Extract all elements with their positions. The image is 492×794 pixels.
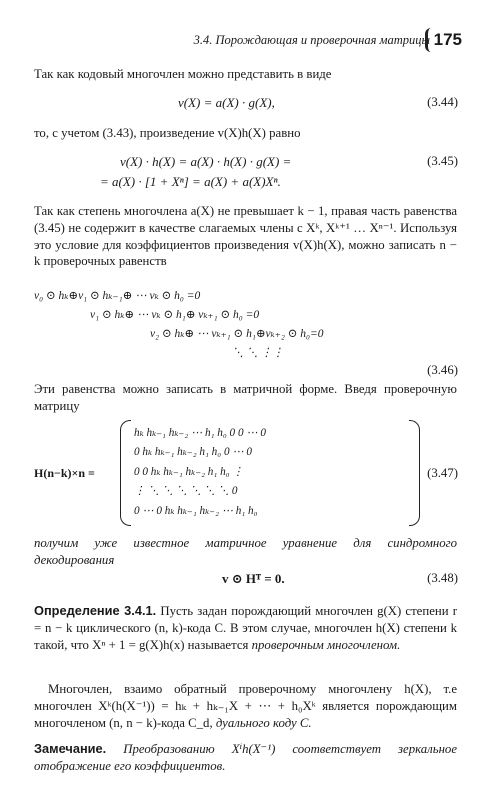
paragraph-2: то, с учетом (3.43), произведение v(X)h(X) равно <box>34 126 301 140</box>
matrix-row: 0 ⋯ 0 hₖ hₖ₋₁ hₖ₋₂ ⋯ h₁ h₀ <box>134 505 258 517</box>
equation-3-45-line2: = a(X) · [1 + Xⁿ] = a(X) + a(X)Xⁿ. <box>100 174 281 189</box>
paragraph-3: Так как степень многочлена a(X) не превышает k − 1, правая часть равенства (3.45) не содержит в качестве слагаемых члены с Xᵏ, Xᵏ⁺¹ … Xⁿ⁻¹. Используя это условие для коэффициентов произведения v(X)h(X), можно записать n − k проверочных равенств <box>34 204 457 269</box>
equation-number-3-47: (3.47) <box>427 466 458 480</box>
paragraph-1: Так как кодовый многочлен можно представить в виде <box>34 67 332 81</box>
equation-3-44: v(X) = a(X) · g(X), <box>178 95 275 110</box>
remark-label: Замечание. <box>34 741 107 756</box>
system-row: v₂ ⊙ hₖ⊕ ⋯ vₖ₊₁ ⊙ h₁⊕vₖ₊₂ ⊙ h₀=0 <box>150 328 324 340</box>
equation-number-3-44: (3.44) <box>427 95 458 109</box>
system-row: v₀ ⊙ hₖ⊕v₁ ⊙ hₖ₋₁⊕ ⋯ vₖ ⊙ h₀ =0 <box>34 290 201 302</box>
running-header <box>0 26 492 56</box>
right-bracket <box>409 420 420 526</box>
equation-number-3-45: (3.45) <box>427 154 458 168</box>
definition-text: Пусть задан порождающий многочлен g(X) степени r = n − k циклического (n, k)-кода C. В этом случае, многочлен h(X) степени k такой, что Xⁿ + 1 = g(X)h(x) называется <box>34 604 457 652</box>
paragraph-6-term: дуального коду C. <box>215 715 312 730</box>
equation-3-45-line1: v(X) · h(X) = a(X) · h(X) · g(X) = <box>120 154 292 169</box>
matrix-row: 0 0 hₖ hₖ₋₁ hₖ₋₂ h₁ h₀ ⋮ <box>134 466 244 478</box>
paragraph-4: Эти равенства можно записать в матричной форме. Введя проверочную матрицу <box>34 382 457 413</box>
paragraph-5: получим уже известное матричное уравнение для синдромного декодирования <box>34 536 457 567</box>
matrix-row: ⋮ ⋱ ⋱ ⋱ ⋱ ⋱ ⋱ 0 <box>134 485 238 497</box>
system-row: ⋱ ⋱ ⋮⋮ <box>232 347 284 359</box>
equation-number-3-48: (3.48) <box>427 571 458 585</box>
equation-3-48: v ⊙ Hᵀ = 0. <box>222 571 285 586</box>
definition-term: проверочным многочленом. <box>251 637 401 652</box>
equation-number-3-46: (3.46) <box>427 363 458 377</box>
definition-block <box>34 603 457 653</box>
left-bracket <box>120 420 131 526</box>
page-number: 175 <box>425 28 468 52</box>
matrix-row: hₖ hₖ₋₁ hₖ₋₂ ⋯ h₁ h₀ 0 0 ⋯ 0 <box>134 427 266 439</box>
definition-label: Определение 3.4.1. <box>34 603 157 618</box>
section-title: 3.4. Порождающая и проверочная матрицы <box>193 33 430 47</box>
system-row: v₁ ⊙ hₖ⊕ ⋯ vₖ ⊙ h₁⊕ vₖ₊₁ ⊙ h₀ =0 <box>90 309 260 321</box>
paragraph-6-text: Многочлен, взаимо обратный проверочному многочлену h(X), т.е многочлен Xᵏ(h(X⁻¹)) = hₖ + hₖ₋₁X + ⋯ + h₀Xᵏ является порождающим многочленом (n, n − k)-кода C_d, <box>34 682 457 730</box>
paragraph-6 <box>34 681 457 731</box>
remark-block <box>34 741 457 775</box>
check-matrix <box>120 420 420 524</box>
matrix-row: 0 hₖ hₖ₋₁ hₖ₋₂ h₁ h₀ 0 ⋯ 0 <box>134 446 252 458</box>
matrix-lhs: H(n−k)×n = <box>34 466 95 480</box>
remark-text: Преобразованию Xⁱh(X⁻¹) соответствует зеркальное отображение его коэффициентов. <box>34 742 457 773</box>
